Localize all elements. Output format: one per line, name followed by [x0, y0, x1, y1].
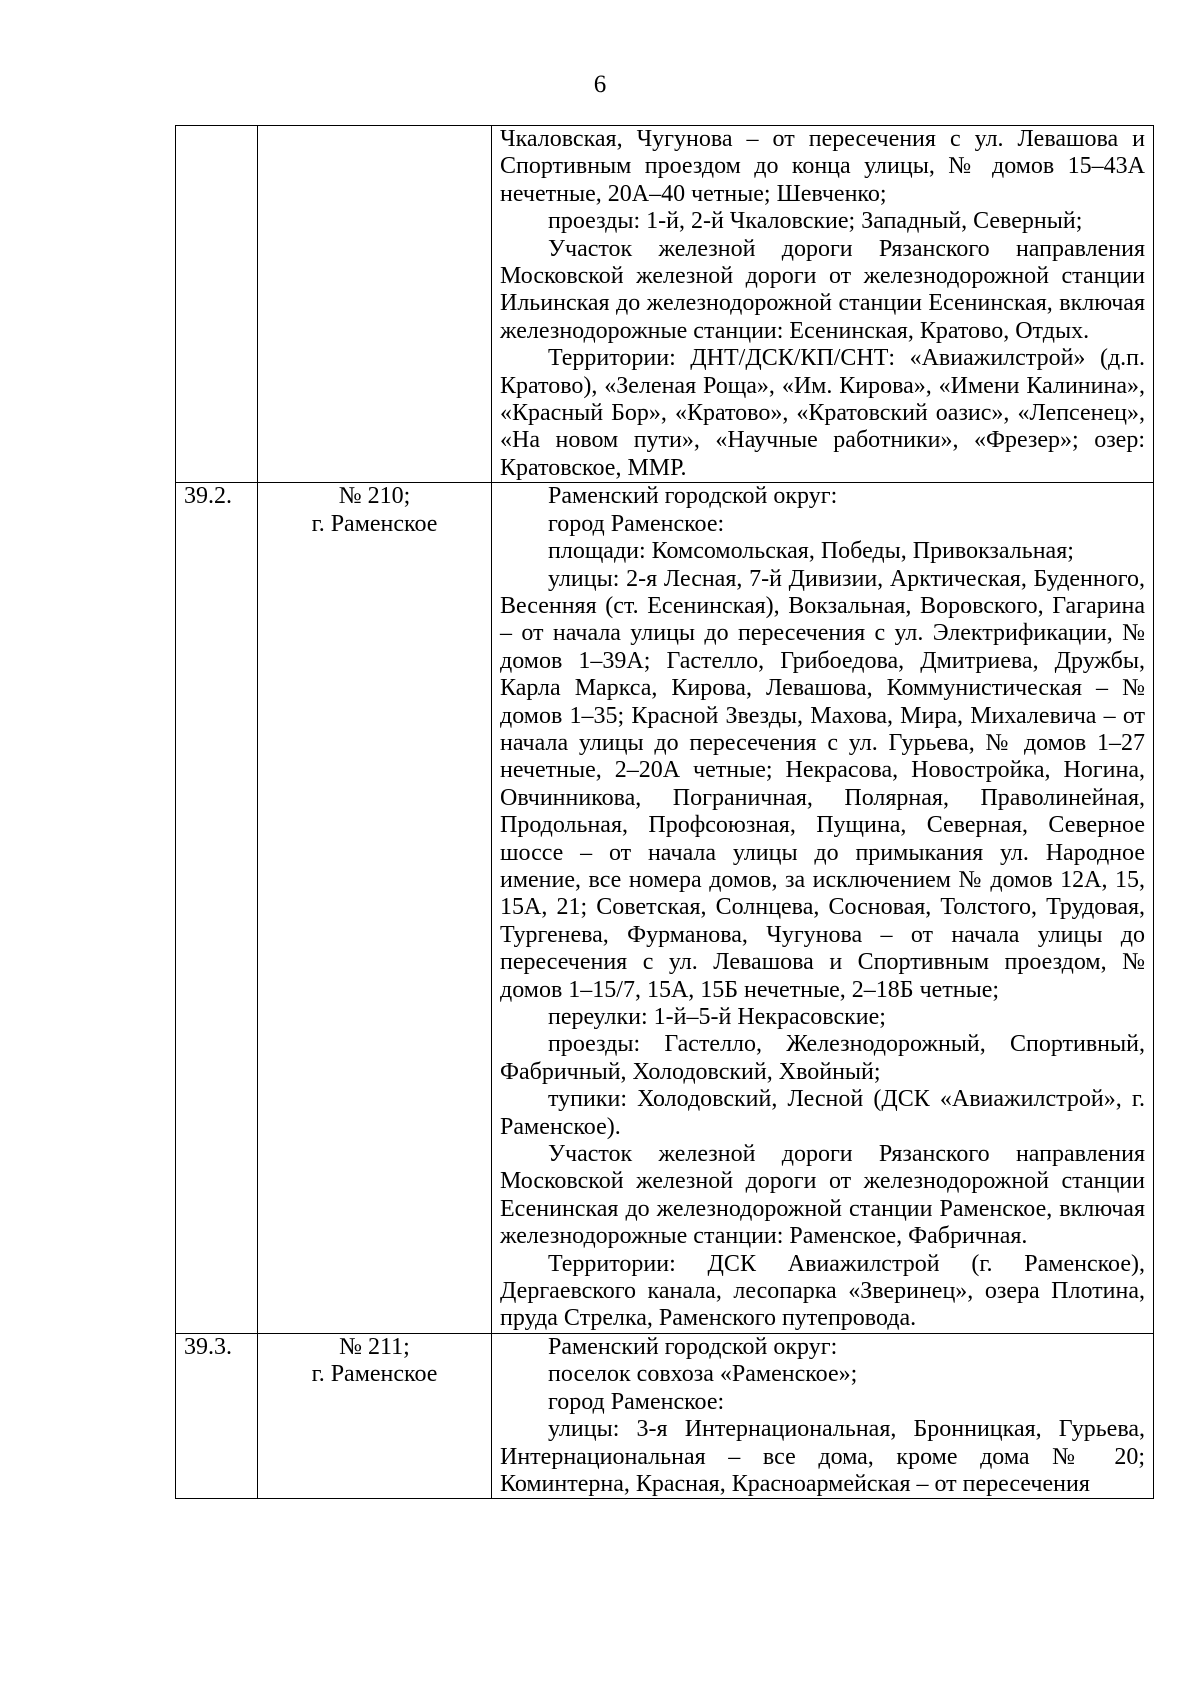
district-number: № 211;	[339, 1333, 410, 1360]
description-paragraph: проезды: 1-й, 2-й Чкаловские; Западный, Северный;	[548, 208, 1083, 235]
table-row	[176, 126, 1154, 483]
description-paragraph: улицы: 3-я Интернациональная, Бронницкая, Гурьева, Интернациональная – все дома, кроме дома № 20; Коминтерна, Красная, Красноармейская – от пересечения	[500, 1416, 1145, 1497]
district-description-cell	[492, 483, 1154, 1334]
row-number-cell: 39.2.	[176, 483, 258, 1334]
district-name-cell	[258, 483, 492, 1334]
district-city: г. Раменское	[311, 510, 438, 537]
row-number-cell	[176, 126, 258, 483]
description-paragraph: город Раменское:	[548, 510, 725, 537]
description-paragraph: переулки: 1-й–5-й Некрасовские;	[548, 1004, 886, 1030]
table-row	[176, 1333, 1154, 1498]
description-paragraph: тупики: Холодовский, Лесной (ДСК «Авиажилстрой», г. Раменское).	[500, 1086, 1145, 1140]
description-paragraph: Участок железной дороги Рязанского направления Московской железной дороги от железнодорожной станции Есенинская до железнодорожной станции Раменское, включая железнодорожные станции: Раменское, Фабричная.	[500, 1141, 1145, 1250]
description-paragraph: Раменский городской округ:	[548, 1333, 838, 1360]
district-name-cell	[258, 1333, 492, 1498]
district-table	[175, 125, 1154, 1499]
description-paragraph: проезды: Гастелло, Железнодорожный, Спортивный, Фабричный, Холодовский, Хвойный;	[500, 1031, 1145, 1085]
district-name-cell	[258, 126, 492, 483]
row-number-cell: 39.3.	[176, 1333, 258, 1498]
district-description-cell	[492, 126, 1154, 483]
description-paragraph: Чкаловская, Чугунова – от пересечения с ул. Левашова и Спортивным проездом до конца улицы, № домов 15–43А нечетные, 20А–40 четные; Шевченко;	[500, 126, 1145, 207]
page-number: 6	[593, 71, 607, 98]
district-city: г. Раменское	[311, 1361, 438, 1388]
description-paragraph: улицы: 2-я Лесная, 7-й Дивизии, Арктическая, Буденного, Весенняя (ст. Есенинская), Вокзальная, Воровского, Гагарина – от начала улицы до пересечения с ул. Электрификации, № домов 1–39А; Гастелло, Грибоедова, Дмитриева, Дружбы, Карла Маркса, Кирова, Левашова, Коммунистическая – № домов 1–35; Красной Звезды, Махова, Мира, Михалевича – от начала улицы до пересечения с ул. Гурьева, № домов 1–27 нечетные, 2–20А четные; Некрасова, Новостройка, Ногина, Овчинникова, Пограничная, Полярная, Праволинейная, Продольная, Профсоюзная, Пущина, Северная, Северное шоссе – от начала улицы до примыкания ул. Народное имение, все номера домов, за исключением № домов 12А, 15, 15А, 21; Советская, Солнцева, Сосновая, Толстого, Трудовая, Тургенева, Фурманова, Чугунова – от начала улицы до пересечения с ул. Левашова и Спортивным проездом, № домов 1–15/7, 15А, 15Б нечетные, 2–18Б четные;	[500, 565, 1145, 1003]
description-paragraph: поселок совхоза «Раменское»;	[548, 1361, 858, 1388]
description-paragraph: Раменский городской округ:	[548, 483, 838, 510]
description-paragraph: Участок железной дороги Рязанского направления Московской железной дороги от железнодорожной станции Ильинская до железнодорожной станции Есенинская, включая железнодорожные станции: Есенинская, Кратово, Отдых.	[500, 235, 1145, 344]
description-paragraph: Территории: ДСК Авиажилстрой (г. Раменское), Дергаевского канала, лесопарка «Зверинец», озера Плотина, пруда Стрелка, Раменского путепровода.	[500, 1250, 1145, 1332]
description-paragraph: площади: Комсомольская, Победы, Привокзальная;	[548, 538, 1074, 565]
description-paragraph: город Раменское:	[548, 1388, 725, 1415]
district-description-cell	[492, 1333, 1154, 1498]
table-row	[176, 483, 1154, 1334]
district-number: № 210;	[338, 483, 411, 510]
description-paragraph: Территории: ДНТ/ДСК/КП/СНТ: «Авиажилстрой» (д.п. Кратово), «Зеленая Роща», «Им. Кирова», «Имени Калинина», «Красный Бор», «Кратово», «Кратовский оазис», «Лепсенец», «На новом пути», «Научные работники», «Фрезер»; озер: Кратовское, ММР.	[500, 345, 1145, 481]
